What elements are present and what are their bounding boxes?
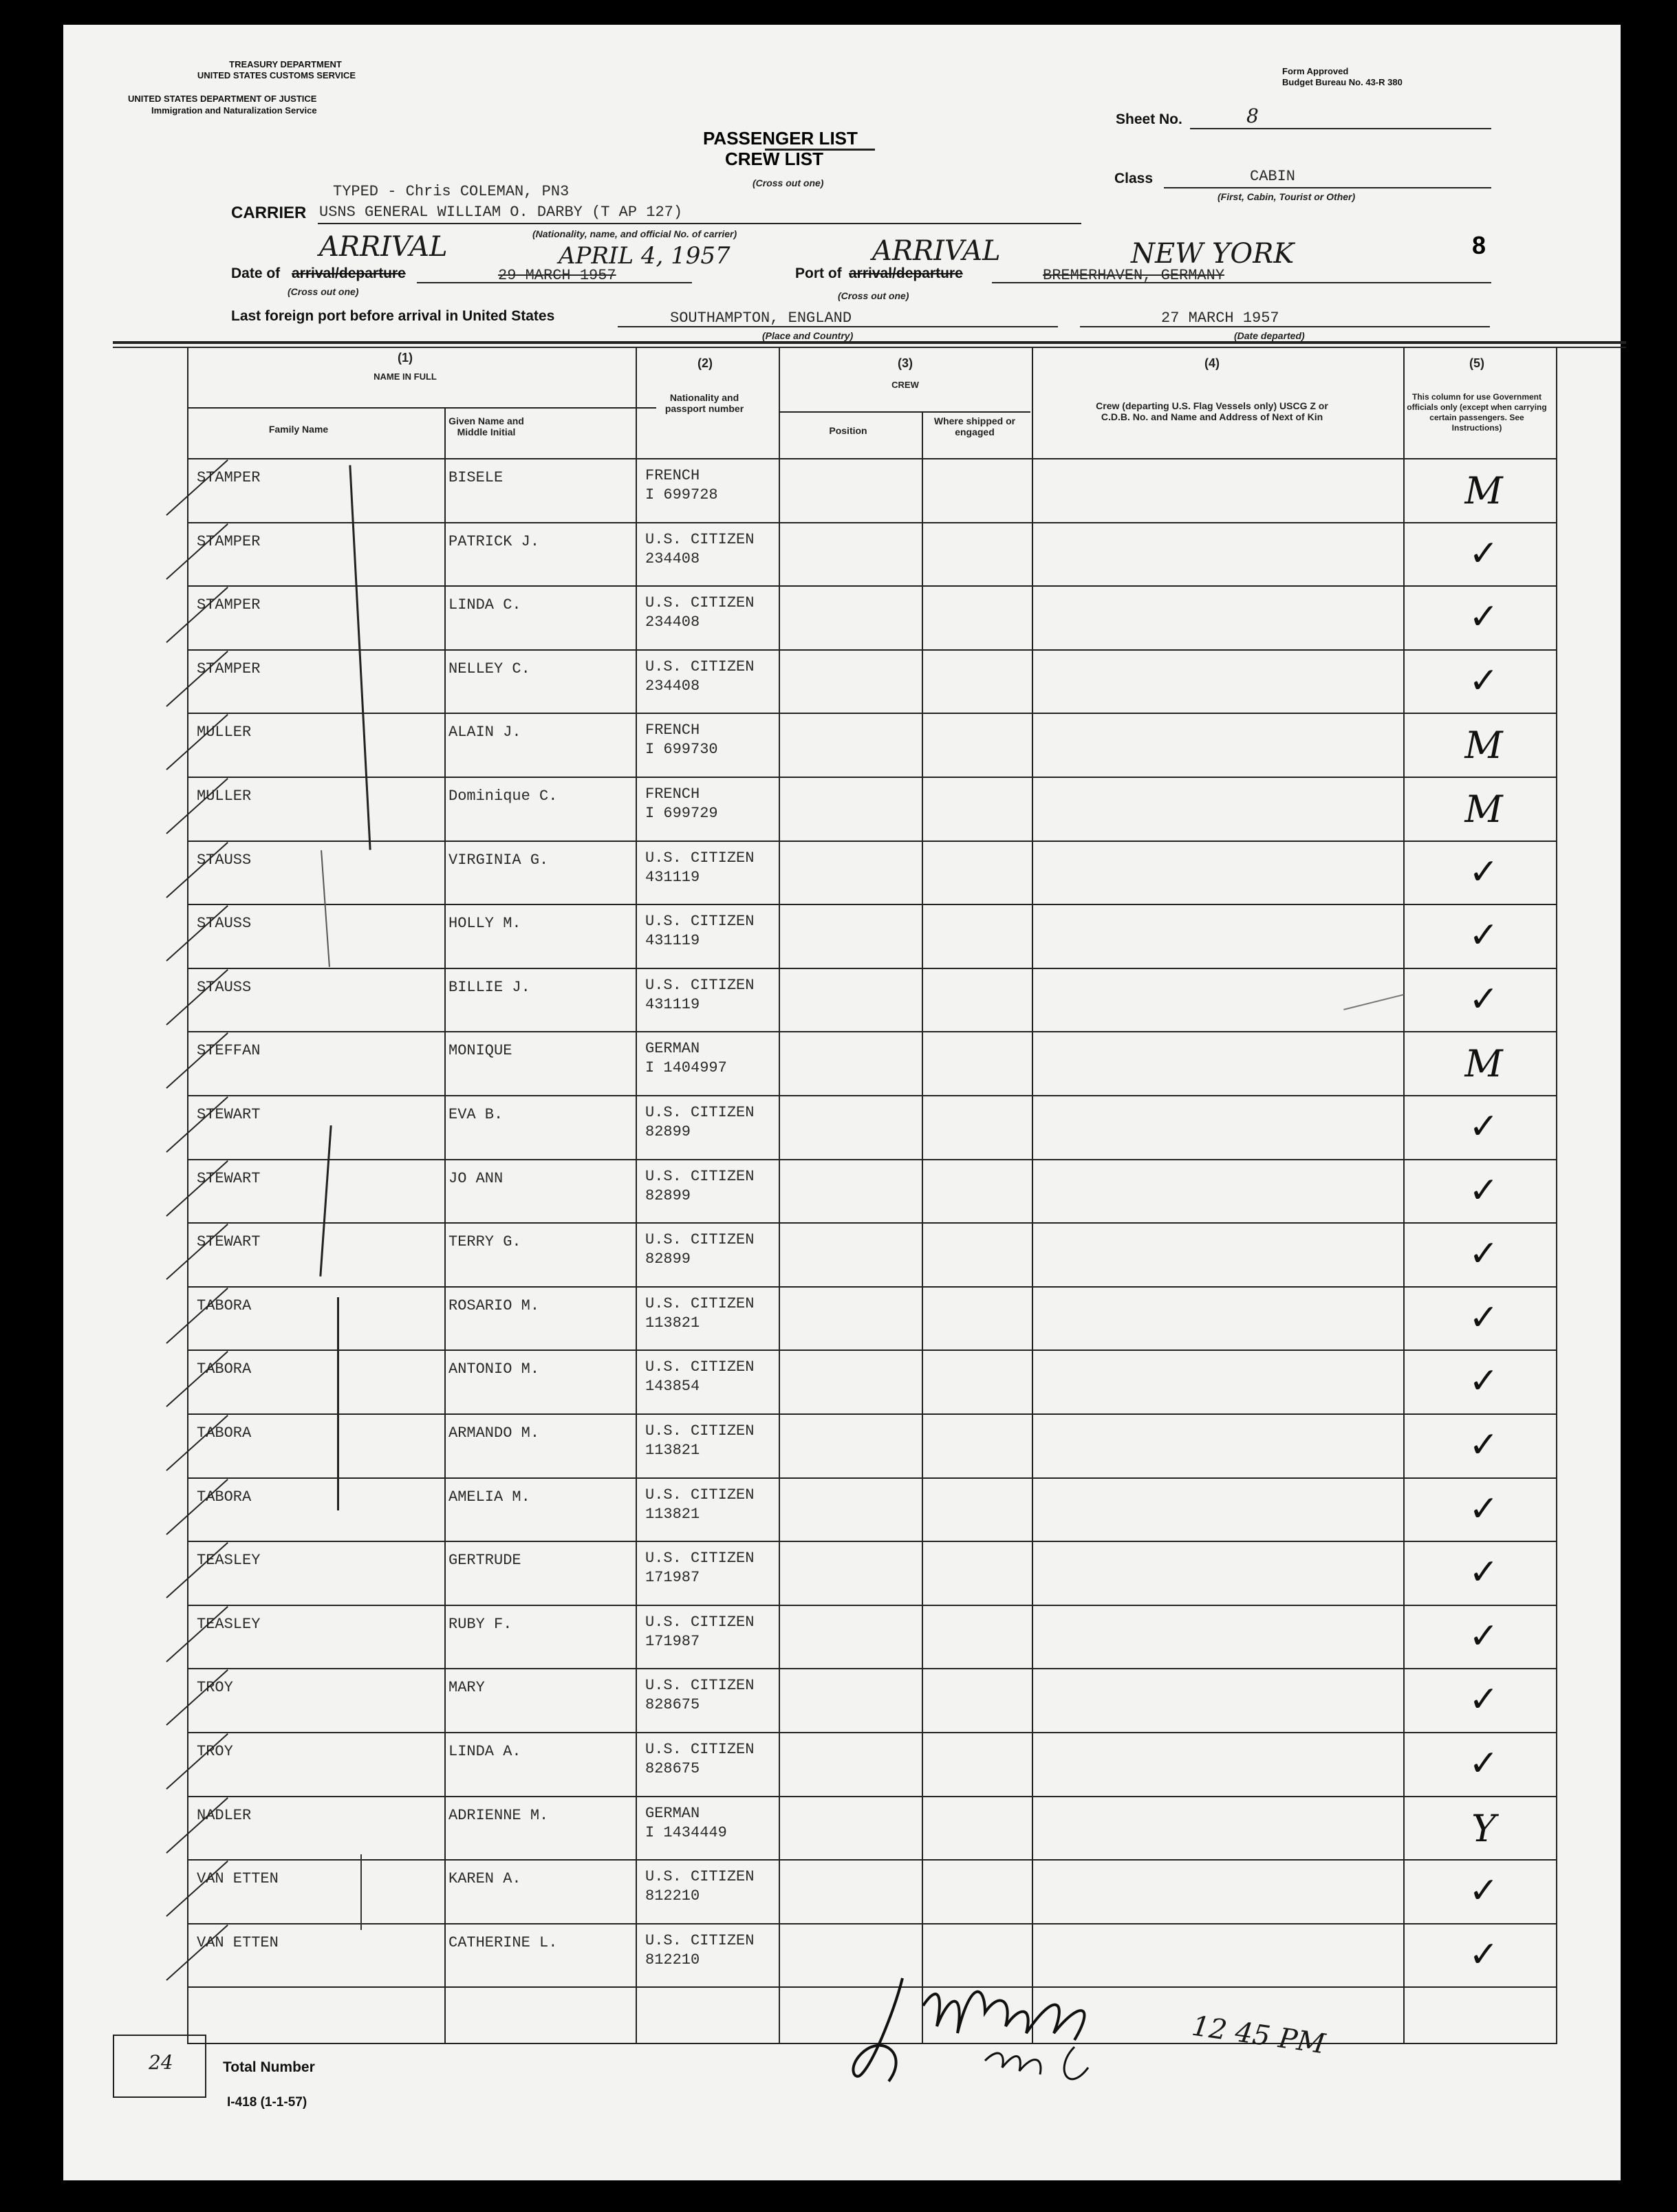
row-rule (187, 1477, 1557, 1479)
given-name: TERRY G. (448, 1233, 521, 1251)
carrier-underline (318, 223, 1081, 224)
last-port-label: Last foreign port before arrival in United States (231, 308, 555, 324)
passport-number: I 699728 (645, 486, 718, 503)
nationality: U.S. CITIZEN (645, 1550, 755, 1568)
col3-number: (3) (898, 356, 913, 370)
given-name: ANTONIO M. (448, 1360, 540, 1378)
row-rule (187, 1031, 1557, 1032)
nationality: U.S. CITIZEN (645, 1741, 755, 1758)
family-name-slash (166, 1479, 228, 1535)
official-check-mark: M (1464, 724, 1503, 768)
official-check-mark: ✓ (1469, 1488, 1499, 1530)
date-handwritten-arrival: ARRIVAL (319, 231, 448, 263)
given-name: CATHERINE L. (448, 1933, 558, 1951)
family-name-slash (166, 1288, 228, 1344)
family-name: MULLER (197, 724, 252, 741)
row-rule (187, 1605, 1557, 1606)
total-number-label: Total Number (223, 2059, 315, 2075)
row-rule (187, 1286, 1557, 1288)
nationality: FRENCH (645, 722, 700, 739)
official-check-mark: ✓ (1469, 1679, 1499, 1721)
sheet-underline (1190, 128, 1491, 129)
official-check-mark: ✓ (1469, 1552, 1499, 1594)
passport-number: 812210 (645, 1951, 700, 1969)
col3b-header: Where shipped or engaged (933, 415, 1016, 437)
passport-number: 171987 (645, 1569, 700, 1587)
family-name: VAN ETTEN (197, 1933, 279, 1951)
class-underline (1164, 187, 1491, 188)
port-handwritten-value: NEW YORK (1131, 238, 1295, 270)
official-check-mark: M (1464, 1042, 1503, 1086)
nationality: U.S. CITIZEN (645, 1422, 755, 1440)
nationality: FRENCH (645, 467, 700, 484)
nationality: U.S. CITIZEN (645, 1294, 755, 1312)
row-rule (187, 1349, 1557, 1351)
passport-number: 234408 (645, 550, 700, 567)
passenger-list-title: PASSENGER LIST (703, 128, 858, 149)
official-check-mark: ✓ (1469, 1360, 1499, 1402)
col5-number: (5) (1469, 356, 1484, 370)
given-name: MONIQUE (448, 1042, 512, 1060)
official-check-mark: M (1464, 469, 1503, 512)
nationality: U.S. CITIZEN (645, 976, 755, 994)
carrier-value: USNS GENERAL WILLIAM O. DARBY (T AP 127) (319, 204, 683, 221)
passport-number: I 699730 (645, 741, 718, 759)
given-name: HOLLY M. (448, 915, 521, 933)
nationality: U.S. CITIZEN (645, 1486, 755, 1504)
given-name: PATRICK J. (448, 532, 540, 550)
col-line-4 (1032, 348, 1033, 2044)
family-name: STEWART (197, 1106, 261, 1123)
passport-number: 113821 (645, 1314, 700, 1332)
family-name: VAN ETTEN (197, 1870, 279, 1888)
row-rule (187, 1541, 1557, 1542)
row-rule (187, 1668, 1557, 1669)
date-departed-underline (1080, 326, 1490, 327)
family-name-slash (166, 523, 228, 580)
col1-number: (1) (398, 351, 413, 365)
port-label-prefix: Port of (795, 265, 842, 281)
agency-line-4: Immigration and Naturalization Service (151, 105, 317, 116)
nationality: FRENCH (645, 785, 700, 803)
title-cross-out-note: (Cross out one) (753, 177, 824, 188)
nationality: GERMAN (645, 1040, 700, 1058)
passport-number: 82899 (645, 1186, 691, 1204)
family-name-slash (166, 1351, 228, 1407)
official-check-mark: ✓ (1469, 1424, 1499, 1466)
row-rule (187, 522, 1557, 523)
passport-number: 82899 (645, 1250, 691, 1268)
given-name: BISELE (448, 469, 504, 486)
given-name: EVA B. (448, 1106, 504, 1123)
row-rule (187, 777, 1557, 778)
sheet-label: Sheet No. (1116, 111, 1182, 127)
given-name: LINDA C. (448, 596, 521, 614)
family-name: TEASLEY (197, 1552, 261, 1570)
passport-number: I 699729 (645, 805, 718, 822)
family-name: STEFFAN (197, 1042, 261, 1060)
agency-line-3: UNITED STATES DEPARTMENT OF JUSTICE (128, 94, 317, 104)
col1-title: NAME IN FULL (374, 371, 437, 382)
official-check-mark: ✓ (1469, 1615, 1499, 1657)
family-name-slash (166, 1032, 228, 1089)
bracket-line-3 (319, 1125, 332, 1277)
date-departed-value: 27 MARCH 1957 (1161, 310, 1279, 327)
official-check-mark: ✓ (1469, 532, 1499, 574)
official-check-mark: ✓ (1469, 596, 1499, 638)
time-note: 12 45 PM (1189, 2010, 1328, 2061)
family-name-slash (166, 1861, 228, 1917)
agency-line-1: TREASURY DEPARTMENT (229, 59, 342, 69)
family-name: TABORA (197, 1424, 252, 1442)
col3-subheader-rule (780, 411, 1030, 413)
given-name: RUBY F. (448, 1615, 512, 1633)
given-name: NELLEY C. (448, 660, 530, 677)
nationality: U.S. CITIZEN (645, 849, 755, 867)
family-name-slash (166, 1606, 228, 1662)
passport-number: 812210 (645, 1887, 700, 1905)
official-check-mark: ✓ (1469, 978, 1499, 1020)
family-name-slash (166, 714, 228, 770)
passport-number: 828675 (645, 1760, 700, 1777)
col-line-3 (779, 348, 780, 2044)
given-name: VIRGINIA G. (448, 851, 549, 869)
given-name: MARY (448, 1679, 485, 1697)
port-note: (Cross out one) (838, 290, 909, 301)
official-check-mark: ✓ (1469, 851, 1499, 893)
family-name: STAUSS (197, 978, 252, 996)
passport-number: 113821 (645, 1442, 700, 1459)
carrier-note: (Nationality, name, and official No. of carrier) (532, 228, 737, 239)
family-name: TABORA (197, 1360, 252, 1378)
given-name: GERTRUDE (448, 1552, 521, 1570)
passport-number: 828675 (645, 1696, 700, 1714)
official-check-mark: ✓ (1469, 1233, 1499, 1275)
last-port-value: SOUTHAMPTON, ENGLAND (670, 310, 852, 327)
family-name-slash (166, 1924, 228, 1981)
row-rule (187, 649, 1557, 651)
family-name-slash (166, 969, 228, 1026)
sheet-value: 8 (1246, 105, 1259, 127)
given-name: KAREN A. (448, 1870, 521, 1888)
family-name-slash (166, 587, 228, 643)
passport-number: 431119 (645, 932, 700, 950)
family-name-slash (166, 1224, 228, 1280)
col-line-right (1556, 348, 1557, 2044)
official-check-mark: ✓ (1469, 1297, 1499, 1338)
nationality: U.S. CITIZEN (645, 658, 755, 675)
document-page (63, 25, 1621, 2180)
class-label: Class (1114, 171, 1154, 186)
family-name-slash (166, 842, 228, 898)
family-name: STAMPER (197, 532, 261, 550)
nationality: U.S. CITIZEN (645, 594, 755, 612)
given-name: ROSARIO M. (448, 1297, 540, 1314)
official-check-mark: ✓ (1469, 915, 1499, 957)
stray-mark (1343, 994, 1404, 1010)
row-rule (187, 1859, 1557, 1861)
col-line-5 (1403, 348, 1405, 2044)
family-name-slash (166, 778, 228, 834)
nationality: U.S. CITIZEN (645, 1868, 755, 1886)
family-name: STAUSS (197, 851, 252, 869)
col3-title: CREW (891, 380, 919, 390)
passport-number: 431119 (645, 995, 700, 1013)
col-line-2 (636, 348, 637, 2044)
family-name: STAMPER (197, 469, 261, 486)
date-label-prefix: Date of (231, 265, 281, 281)
carrier-label: CARRIER (231, 204, 307, 222)
row-rule (187, 1732, 1557, 1733)
port-typed-value: BREMERHAVEN, GERMANY (1043, 267, 1225, 284)
row-rule (187, 1159, 1557, 1160)
official-check-mark: ✓ (1469, 1870, 1499, 1912)
family-name-slash (166, 651, 228, 707)
row-rule (187, 841, 1557, 842)
family-name: TEASLEY (197, 1615, 261, 1633)
family-name-slash (166, 1542, 228, 1598)
nationality: U.S. CITIZEN (645, 1167, 755, 1185)
nationality: U.S. CITIZEN (645, 1677, 755, 1695)
family-name: STAUSS (197, 915, 252, 933)
family-name: TABORA (197, 1297, 252, 1314)
col1b-header: Given Name and Middle Initial (448, 415, 524, 437)
col4-number: (4) (1204, 356, 1220, 370)
nationality: U.S. CITIZEN (645, 1231, 755, 1249)
official-check-mark: M (1464, 788, 1503, 831)
row-rule (187, 968, 1557, 969)
date-typed-value: 29 MARCH 1957 (498, 267, 616, 284)
family-name: TROY (197, 1743, 233, 1760)
given-name: JO ANN (448, 1169, 504, 1187)
passport-number: 234408 (645, 614, 700, 631)
family-name-slash (166, 1415, 228, 1471)
family-name-slash (166, 459, 228, 516)
date-note: (Cross out one) (288, 286, 359, 297)
given-name: Dominique C. (448, 788, 558, 805)
passport-number: 143854 (645, 1378, 700, 1396)
date-label-struck: arrival/departure (292, 265, 406, 281)
class-note: (First, Cabin, Tourist or Other) (1218, 191, 1356, 202)
nationality: GERMAN (645, 1804, 700, 1822)
row-rule (187, 1222, 1557, 1224)
family-name: STEWART (197, 1233, 261, 1251)
official-check-mark: ✓ (1469, 1106, 1499, 1147)
row-rule (187, 1796, 1557, 1797)
col1-subheader-rule (188, 407, 656, 409)
family-name: STAMPER (197, 660, 261, 677)
agency-line-2: UNITED STATES CUSTOMS SERVICE (197, 70, 356, 80)
official-check-mark: ✓ (1469, 1169, 1499, 1211)
nationality: U.S. CITIZEN (645, 1931, 755, 1949)
nationality: U.S. CITIZEN (645, 530, 755, 548)
col2-number: (2) (697, 356, 713, 370)
passport-number: 82899 (645, 1123, 691, 1140)
col2-title: Nationality and passport number (664, 392, 744, 414)
nationality: U.S. CITIZEN (645, 913, 755, 931)
family-name-slash (166, 1797, 228, 1854)
row-rule (187, 713, 1557, 714)
official-check-mark: ✓ (1469, 660, 1499, 702)
nationality: U.S. CITIZEN (645, 1104, 755, 1121)
col-line-3a (922, 411, 923, 2044)
family-name-slash (166, 1733, 228, 1790)
passport-number: 113821 (645, 1505, 700, 1523)
row-rule (187, 585, 1557, 587)
family-name: TROY (197, 1679, 233, 1697)
date-handwritten-value: APRIL 4, 1957 (559, 242, 731, 270)
row-rule (187, 1923, 1557, 1924)
col-line-1a (444, 407, 446, 2044)
port-handwritten-arrival: ARRIVAL (872, 235, 1001, 267)
nationality: U.S. CITIZEN (645, 1358, 755, 1376)
given-name: ADRIENNE M. (448, 1806, 549, 1824)
col4-title: Crew (departing U.S. Flag Vessels only) USCG Z or C.D.B. No. and Name and Address of Next of Kin (1096, 400, 1328, 422)
row-rule (187, 904, 1557, 905)
family-name-slash (166, 1669, 228, 1726)
family-name: TABORA (197, 1488, 252, 1506)
total-count-box (113, 2035, 206, 2098)
given-name: LINDA A. (448, 1743, 521, 1760)
last-port-note: (Place and Country) (762, 330, 854, 341)
col5-title: This column for use Government officials only (except when carrying certain passengers. See Instructions) (1407, 392, 1547, 433)
family-name-slash (166, 905, 228, 962)
given-name: ARMANDO M. (448, 1424, 540, 1442)
passport-number: 431119 (645, 868, 700, 886)
class-value: CABIN (1250, 168, 1296, 185)
passport-number: 171987 (645, 1632, 700, 1650)
budget-bureau-no: Budget Bureau No. 43-R 380 (1282, 77, 1403, 87)
port-label-struck: arrival/departure (849, 265, 963, 281)
family-name-slash (166, 1096, 228, 1153)
crew-list-title: CREW LIST (725, 149, 823, 169)
passport-number: I 1404997 (645, 1059, 727, 1077)
family-name: NADLER (197, 1806, 252, 1824)
table-top-rule (113, 341, 1626, 344)
typed-by: TYPED - Chris COLEMAN, PN3 (333, 183, 570, 200)
family-name: STEWART (197, 1169, 261, 1187)
given-name: BILLIE J. (448, 978, 530, 996)
family-name: STAMPER (197, 596, 261, 614)
passport-number: 234408 (645, 677, 700, 695)
form-approved: Form Approved (1282, 66, 1349, 76)
official-check-mark: ✓ (1469, 1933, 1499, 1975)
col1a-header: Family Name (268, 424, 329, 435)
total-count-value: 24 (149, 2051, 173, 2074)
margin-sheet-number: 8 (1472, 231, 1486, 259)
bracket-line-5 (360, 1854, 362, 1930)
date-departed-note: (Date departed) (1234, 330, 1305, 341)
passport-number: I 1434449 (645, 1823, 727, 1841)
form-id: I-418 (1-1-57) (227, 2095, 307, 2110)
given-name: ALAIN J. (448, 724, 521, 741)
given-name: AMELIA M. (448, 1488, 530, 1506)
official-check-mark: ✓ (1469, 1743, 1499, 1784)
header-bottom-rule (188, 458, 1557, 459)
row-rule (187, 1095, 1557, 1096)
bracket-line-2 (321, 850, 330, 967)
bracket-line-4 (337, 1297, 339, 1510)
table-top-rule-2 (113, 347, 1626, 348)
official-check-mark: Y (1471, 1806, 1496, 1850)
nationality: U.S. CITIZEN (645, 1613, 755, 1631)
col3a-header: Position (829, 425, 867, 436)
row-rule (187, 1413, 1557, 1415)
family-name: MULLER (197, 788, 252, 805)
family-name-slash (166, 1160, 228, 1217)
